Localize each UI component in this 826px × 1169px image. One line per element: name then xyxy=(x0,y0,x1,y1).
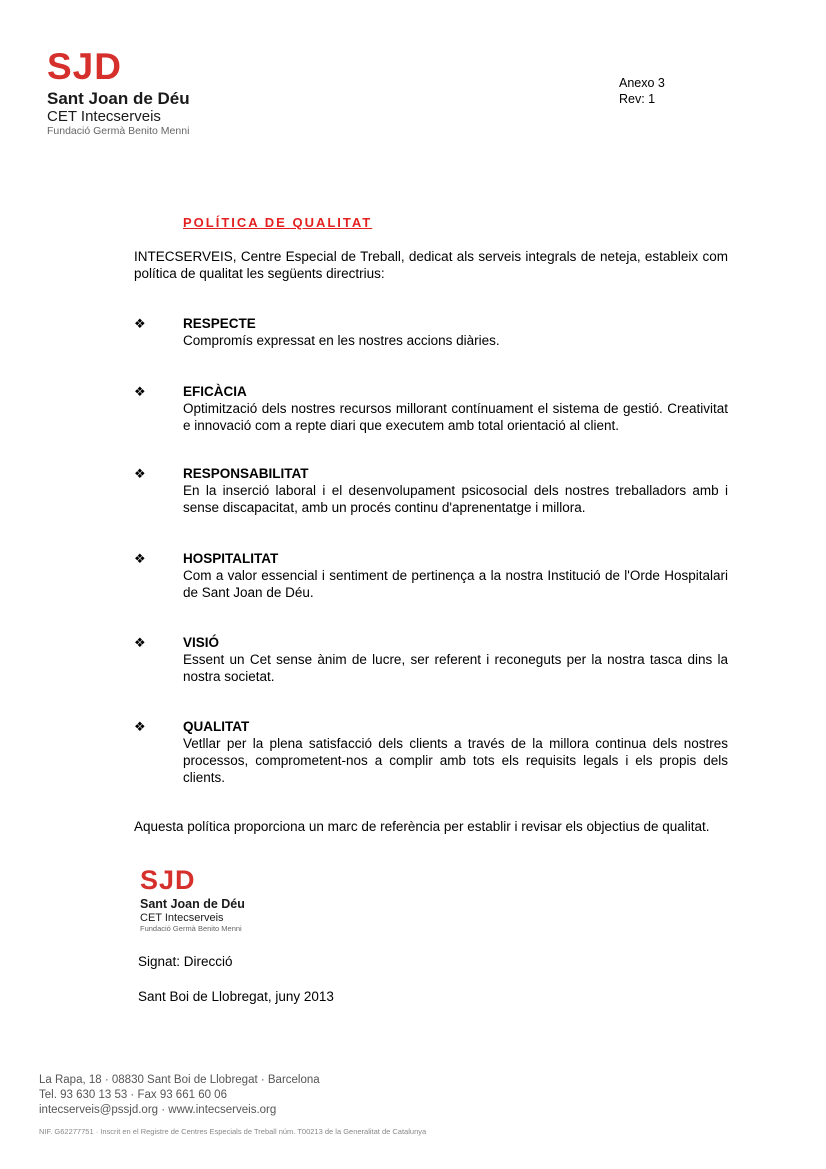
diamond-bullet-icon: ❖ xyxy=(134,719,146,734)
policy-item-title: HOSPITALITAT xyxy=(183,551,279,566)
footer-phone: Tel. 93 630 13 53 · Fax 93 661 60 06 xyxy=(39,1089,227,1101)
diamond-bullet-icon: ❖ xyxy=(134,316,146,331)
signature-line: Signat: Direcció xyxy=(138,954,233,969)
diamond-bullet-icon: ❖ xyxy=(134,551,146,566)
logo-foundation: Fundació Germà Benito Menni xyxy=(140,923,242,933)
logo-foundation: Fundació Germà Benito Menni xyxy=(47,125,190,138)
policy-item-text: En la inserció laboral i el desenvolupament psicosocial dels nostres treballadors amb i sense discapacitat, amb un procés continu d'aprenentatge i millora. xyxy=(183,483,728,515)
footer xyxy=(39,1073,426,1136)
logo-cet-name: CET Intecserveis xyxy=(140,911,224,924)
policy-item-body xyxy=(183,718,728,786)
logo-mark: SJD xyxy=(140,865,196,895)
policy-item-body xyxy=(183,550,728,601)
logo-cet-name: CET Intecserveis xyxy=(47,107,161,125)
policy-item xyxy=(134,315,728,349)
intro-paragraph: INTECSERVEIS, Centre Especial de Treball, dedicat als serveis integrals de neteja, estableix com política de qualitat les següents directrius: xyxy=(134,249,728,281)
policy-item xyxy=(134,718,728,786)
signature-logo xyxy=(140,867,245,933)
policy-item-text: Com a valor essencial i sentiment de pertinença a la nostra Institució de l'Orde Hospitalari de Sant Joan de Déu. xyxy=(183,568,728,600)
policy-item-title: VISIÓ xyxy=(183,635,220,650)
document-title: POLÍTICA DE QUALITAT xyxy=(183,215,373,230)
policy-item-title: RESPECTE xyxy=(183,316,256,331)
policy-item-body xyxy=(183,315,728,349)
policy-item xyxy=(134,383,728,434)
policy-item-body xyxy=(183,383,728,434)
diamond-bullet-icon: ❖ xyxy=(134,466,146,481)
policy-item-text: Essent un Cet sense ànim de lucre, ser referent i reconeguts per la nostra tasca dins la nostra societat. xyxy=(183,652,728,684)
footer-address: La Rapa, 18 · 08830 Sant Boi de Llobregat · Barcelona xyxy=(39,1074,320,1086)
policy-item xyxy=(134,465,728,516)
footer-contact: intecserveis@pssjd.org · www.intecserveis.org xyxy=(39,1104,277,1116)
policy-item-text: Vetllar per la plena satisfacció dels clients a través de la millora continua dels nostres processos, comprometent-nos a complir amb tots els requisits legals i els propis dels clients. xyxy=(183,736,728,785)
footer-registry: NIF. G62277751 · Inscrit en el Registre de Centres Especials de Treball núm. T00213 de la Generalitat de Catalunya xyxy=(39,1127,427,1136)
policy-item-body xyxy=(183,634,728,685)
diamond-bullet-icon: ❖ xyxy=(134,635,146,650)
policy-item-body xyxy=(183,465,728,516)
logo-mark: SJD xyxy=(47,46,122,87)
policy-item-title: EFICÀCIA xyxy=(183,384,247,399)
logo-org-name: Sant Joan de Déu xyxy=(140,897,245,911)
annex-label: Anexo 3 xyxy=(619,76,665,90)
closing-paragraph: Aquesta política proporciona un marc de referència per establir i revisar els objectius de qualitat. xyxy=(134,819,710,834)
policy-item xyxy=(134,634,728,685)
policy-item-text: Optimització dels nostres recursos millorant contínuament el sistema de gestió. Creativitat e innovació com a repte diari que executem amb total orientació al client. xyxy=(183,401,728,433)
policy-item xyxy=(134,550,728,601)
policy-item-title: QUALITAT xyxy=(183,719,250,734)
header-logo xyxy=(47,48,190,138)
policy-item-text: Compromís expressat en les nostres accions diàries. xyxy=(183,333,500,348)
diamond-bullet-icon: ❖ xyxy=(134,384,146,399)
policy-item-title: RESPONSABILITAT xyxy=(183,466,309,481)
revision-label: Rev: 1 xyxy=(619,92,656,106)
place-date: Sant Boi de Llobregat, juny 2013 xyxy=(138,989,334,1004)
revision-block xyxy=(619,75,665,107)
logo-org-name: Sant Joan de Déu xyxy=(47,89,190,108)
